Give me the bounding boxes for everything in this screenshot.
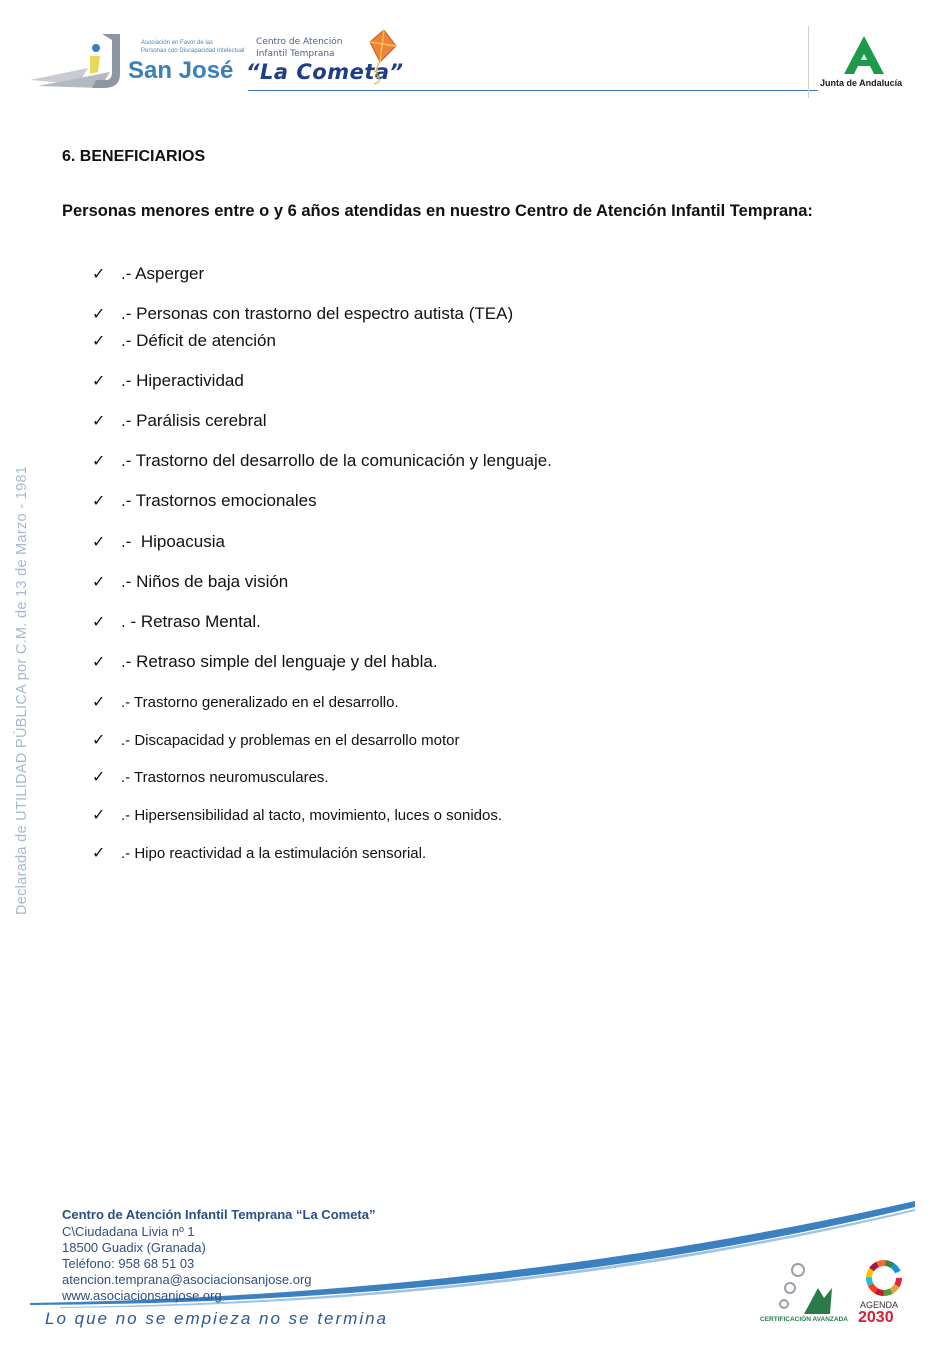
- checkmark-icon: ✓: [92, 612, 106, 631]
- section-title: 6. BENEFICIARIOS: [62, 148, 206, 165]
- checkmark-icon: ✓: [92, 767, 106, 786]
- centro-name: “La Cometa”: [246, 60, 404, 84]
- list-item-text: .- Déficit de atención: [121, 331, 276, 350]
- checkmark-icon: ✓: [92, 331, 106, 350]
- list-item-text: .- Hipo reactividad a la estimulación sensorial.: [121, 845, 427, 862]
- agenda-year: 2030: [858, 1309, 894, 1326]
- association-subtitle-1: Asociación en Favor de las: [141, 40, 214, 46]
- checkmark-icon: ✓: [92, 451, 106, 470]
- list-item-text: .- Asperger: [121, 264, 205, 283]
- list-item: [92, 843, 426, 862]
- junta-andalucia-logo-icon: [840, 34, 888, 78]
- list-item: [92, 491, 317, 511]
- side-legal-text: Declarada de UTILIDAD PÚBLICA por C.M. de 13 de Marzo - 1981: [14, 465, 30, 915]
- checkmark-icon: ✓: [92, 532, 106, 551]
- checkmark-icon: ✓: [92, 805, 106, 824]
- list-item-text: .- Trastornos emocionales: [121, 491, 317, 510]
- checkmark-icon: ✓: [92, 264, 106, 283]
- list-item: [92, 805, 502, 824]
- list-item: [92, 767, 329, 786]
- list-item: [92, 652, 438, 672]
- list-item-text: .- Parálisis cerebral: [121, 411, 267, 430]
- list-item: [92, 304, 513, 324]
- checkmark-icon: ✓: [92, 572, 106, 591]
- list-item: [92, 692, 399, 711]
- checkmark-icon: ✓: [92, 371, 106, 390]
- list-item-text: .- Trastorno del desarrollo de la comunicación y lenguaje.: [121, 451, 552, 470]
- junta-label: Junta de Andalucía: [820, 78, 903, 88]
- checkmark-icon: ✓: [92, 843, 106, 862]
- checkmark-icon: ✓: [92, 652, 106, 671]
- checkmark-icon: ✓: [92, 491, 106, 510]
- footer-website[interactable]: www.asociacionsanjose.org: [62, 1288, 222, 1303]
- list-item: [92, 532, 225, 552]
- list-item: [92, 331, 276, 351]
- list-item: [92, 612, 261, 632]
- list-item-text: .- Hipersensibilidad al tacto, movimiento, luces o sonidos.: [121, 807, 503, 824]
- list-item-text: .- Niños de baja visión: [121, 572, 289, 591]
- footer-city: 18500 Guadix (Granada): [62, 1240, 206, 1255]
- sdg-wheel-icon: [866, 1260, 902, 1296]
- beneficiaries-list: [92, 0, 792, 900]
- checkmark-icon: ✓: [92, 730, 106, 749]
- certification-label: CERTIFICACIÓN AVANZADA: [760, 1316, 848, 1323]
- list-item: [92, 572, 288, 592]
- footer-center-name: Centro de Atención Infantil Temprana “La Cometa”: [62, 1207, 376, 1222]
- intro-text: Personas menores entre o y 6 años atendidas en nuestro Centro de Atención Infantil Temprana:: [62, 202, 813, 220]
- centro-subtitle-2: Infantil Temprana: [256, 49, 335, 59]
- list-item: [92, 451, 552, 471]
- list-item-text: .- Hipoacusia: [121, 532, 225, 551]
- list-item: [92, 411, 267, 431]
- list-item: [92, 371, 244, 391]
- centro-subtitle-1: Centro de Atención: [256, 37, 343, 47]
- checkmark-icon: ✓: [92, 692, 106, 711]
- list-item-text: .- Retraso simple del lenguaje y del habla.: [121, 652, 438, 671]
- list-item-text: .- Trastornos neuromusculares.: [121, 769, 329, 786]
- footer-slogan: Lo que no se empieza no se termina: [45, 1309, 389, 1328]
- checkmark-icon: ✓: [92, 411, 106, 430]
- footer-email[interactable]: atencion.temprana@asociacionsanjose.org: [62, 1272, 312, 1287]
- list-item-text: .- Hiperactividad: [121, 371, 244, 390]
- checkmark-icon: ✓: [92, 304, 106, 323]
- agenda-label: AGENDA: [860, 1300, 899, 1310]
- association-name: San José: [128, 57, 234, 84]
- list-item-text: . - Retraso Mental.: [121, 612, 261, 631]
- list-item: [92, 264, 204, 284]
- footer-address: C\Ciudadana Livia nº 1: [62, 1224, 195, 1239]
- list-item-text: .- Discapacidad y problemas en el desarrollo motor: [121, 732, 460, 749]
- list-item-text: .- Trastorno generalizado en el desarrollo.: [121, 694, 399, 711]
- list-item-text: .- Personas con trastorno del espectro autista (TEA): [121, 304, 514, 323]
- association-subtitle-2: Personas con Discapacidad Intelectual: [141, 48, 245, 54]
- list-item: [92, 730, 460, 749]
- footer-phone: Teléfono: 958 68 51 03: [62, 1256, 195, 1271]
